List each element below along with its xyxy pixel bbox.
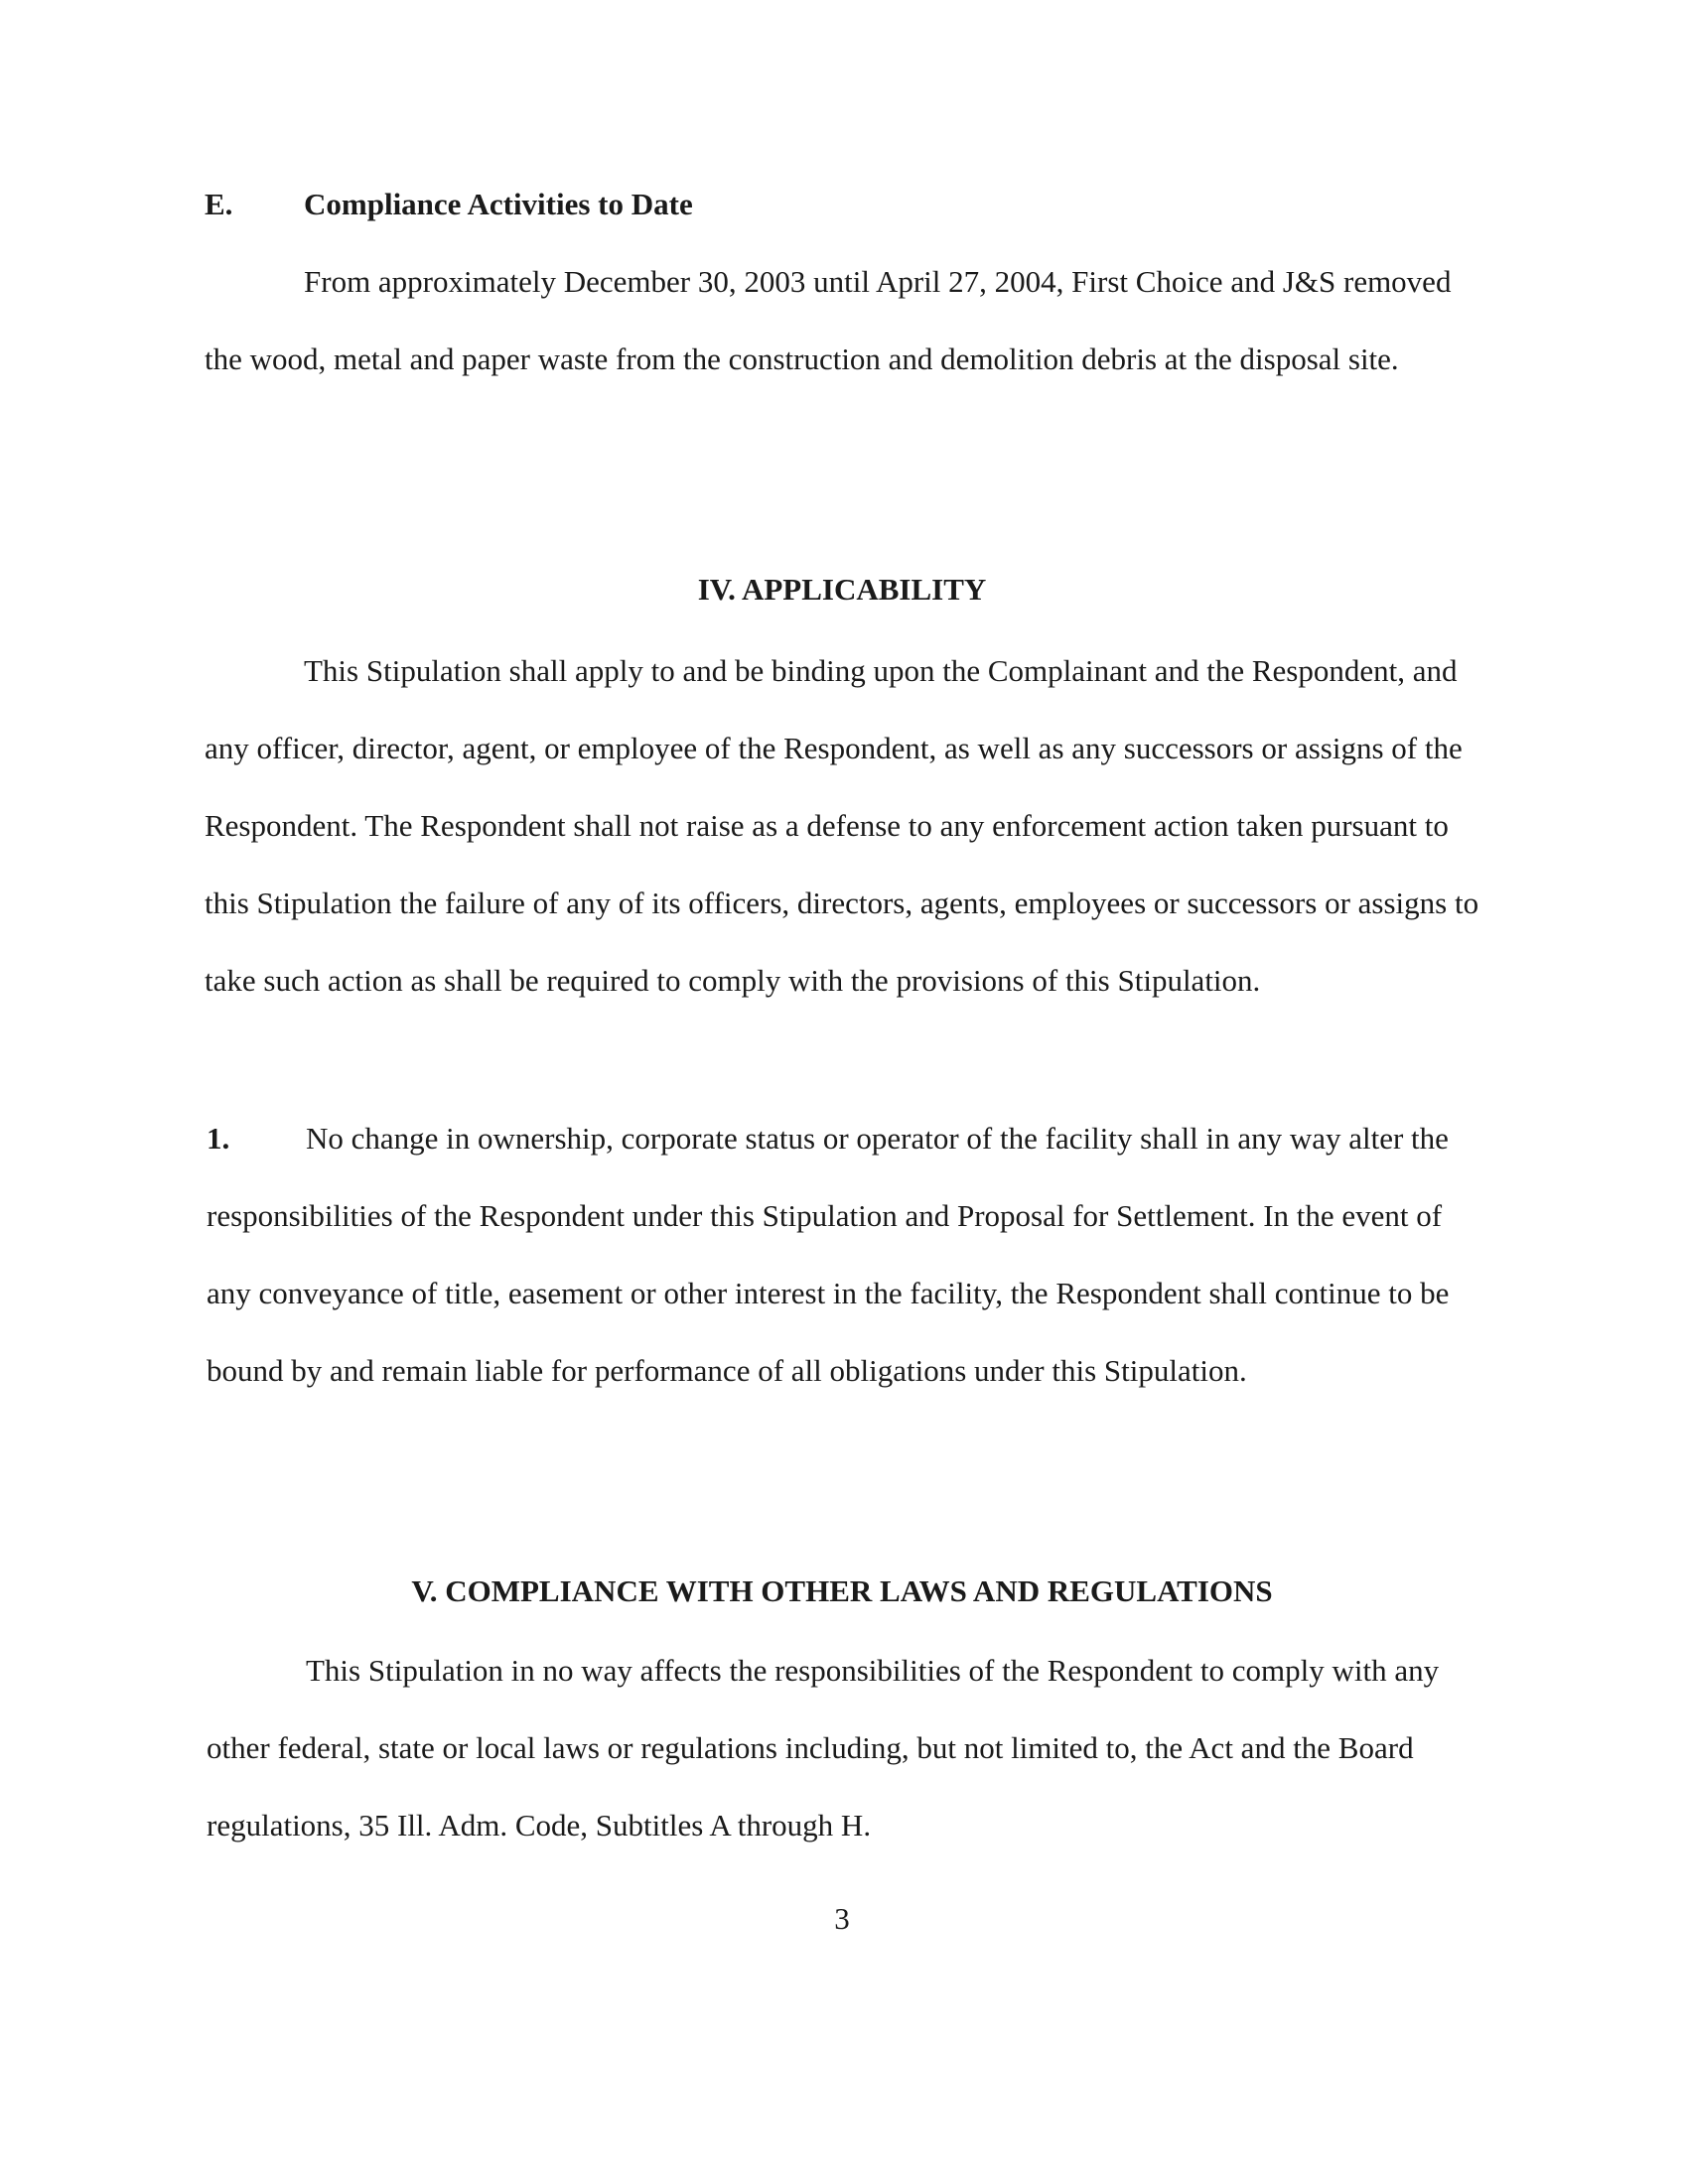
page-number: 3 <box>834 1901 850 1936</box>
item-1-text: No change in ownership, corporate status or operator of the facility shall in any way alter the responsibilities of the Respondent under this Stipulation and Proposal for Settlement. In the event of any conveyance of title, easement or other interest in the facility, the Respondent shall continue to be bound by and remain liable for performance of all obligations under this Stipulation. <box>207 1121 1450 1388</box>
section-v-paragraph <box>207 1632 1487 1864</box>
section-e-paragraph-text: From approximately December 30, 2003 until April 27, 2004, First Choice and J&S removed the wood, metal and paper waste from the construction and demolition debris at the disposal site. <box>205 264 1452 376</box>
section-e-label: E. <box>205 187 233 221</box>
section-iv-item-1 <box>207 1100 1487 1410</box>
section-e-paragraph <box>205 243 1456 398</box>
item-1-label: 1. <box>207 1121 230 1156</box>
section-e-heading <box>205 185 693 224</box>
section-v-paragraph-text: This Stipulation in no way affects the responsibilities of the Respondent to comply with any other federal, state or local laws or regulations including, but not limited to, the Act and the Board regulations, 35 Ill. Adm. Code, Subtitles A through H. <box>207 1653 1440 1843</box>
section-iv-heading: IV. APPLICABILITY <box>697 572 987 607</box>
section-e-title: Compliance Activities to Date <box>304 187 693 221</box>
section-v-heading: V. COMPLIANCE WITH OTHER LAWS AND REGULATIONS <box>411 1573 1273 1608</box>
section-iv-paragraph-text: This Stipulation shall apply to and be binding upon the Complainant and the Respondent, and any officer, director, agent, or employee of the Respondent, as well as any successors or assigns of the Respondent. The Respondent shall not raise as a defense to any enforcement action taken pursuant to this Stipulation the failure of any of its officers, directors, agents, employees or successors or assigns to take such action as shall be required to comply with the provisions of this Stipulation. <box>205 653 1479 998</box>
section-iv-paragraph <box>205 632 1485 1020</box>
